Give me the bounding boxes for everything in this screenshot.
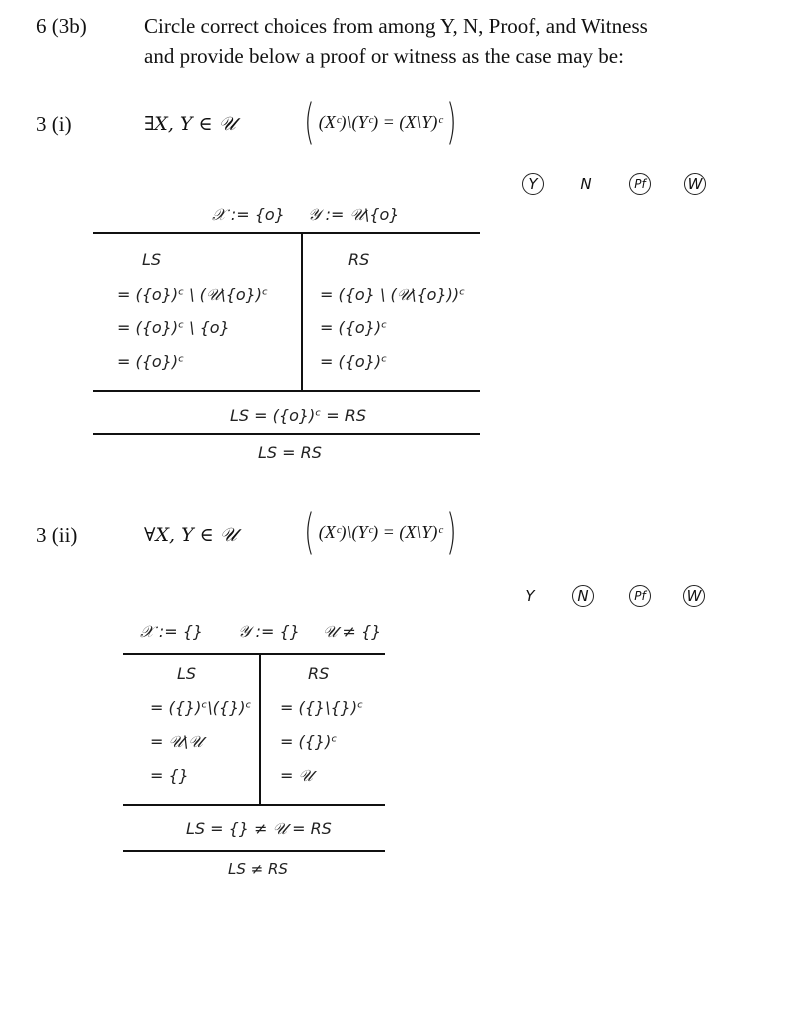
part-i-choice-pf[interactable]: Pf (627, 173, 653, 195)
part-ii-formula: ( (Xᶜ)\(Yᶜ) = (X\Y)ᶜ ) (304, 504, 457, 560)
part-i-rs-row: = ({o} \ (𝒰\{o}))ᶜ (320, 285, 466, 304)
part-i-rs-row: = ({o})ᶜ (320, 318, 388, 337)
part-ii-rs-row: = ({}\{})ᶜ (280, 698, 364, 717)
part-ii-ls-row: = {} (150, 766, 189, 785)
part-ii-label: 3 (ii) (36, 523, 78, 547)
part-ii-table-top-rule (123, 653, 385, 655)
part-ii-rs-header: RS (308, 664, 330, 683)
part-i-formula-text: (Xᶜ)\(Yᶜ) = (X\Y)ᶜ (318, 111, 443, 132)
part-i-table-mid-rule (93, 390, 480, 392)
part-i-ls-row: = ({o})ᶜ (117, 352, 185, 371)
part-i-rs-row: = ({o})ᶜ (320, 352, 388, 371)
part-ii-ls-header: LS (177, 664, 197, 683)
part-i-choice-y[interactable]: Y (520, 173, 546, 195)
part-i-quantifier: ∃X, Y ∈ 𝒰 (144, 113, 236, 135)
part-ii-table-mid-rule (123, 804, 385, 806)
part-ii-choice-w[interactable]: W (681, 585, 707, 607)
part-i-table-top-rule (93, 232, 480, 234)
part-ii-table-bottom-rule (123, 850, 385, 852)
part-i-table-divider (301, 233, 303, 391)
part-ii-ls-row: = ({})ᶜ\({})ᶜ (150, 698, 252, 717)
part-i-summary: LS = ({o})ᶜ = RS (230, 406, 367, 425)
part-ii-conclusion: LS ≠ RS (228, 860, 288, 878)
part-i-formula: ( (Xᶜ)\(Yᶜ) = (X\Y)ᶜ ) (304, 94, 457, 150)
part-ii-x-def: 𝒳 := {} (140, 622, 204, 641)
part-i-y-def: 𝒴 := 𝒰\{o} (308, 205, 400, 224)
part-ii-formula-text: (Xᶜ)\(Yᶜ) = (X\Y)ᶜ (318, 521, 443, 542)
part-i-table-bottom-rule (93, 433, 480, 435)
part-i-choice-w[interactable]: W (682, 173, 708, 195)
part-i-ls-row: = ({o})ᶜ \ {o} (117, 318, 230, 337)
question-number: 6 (3b) (36, 14, 87, 38)
part-ii-summary: LS = {} ≠ 𝒰 = RS (186, 819, 332, 838)
part-i-rs-header: RS (348, 250, 370, 269)
part-i-conclusion: LS = RS (258, 443, 322, 462)
part-i-ls-header: LS (142, 250, 162, 269)
part-i-ls-row: = ({o})ᶜ \ (𝒰\{o})ᶜ (117, 285, 268, 304)
part-ii-quantifier: ∀X, Y ∈ 𝒰 (144, 524, 237, 546)
part-ii-rs-row: = ({})ᶜ (280, 732, 338, 751)
part-i-label: 3 (i) (36, 112, 72, 136)
instruction-line-2: and provide below a proof or witness as the case may be: (144, 44, 624, 68)
part-ii-choice-y[interactable]: Y (525, 587, 535, 605)
part-ii-y-def: 𝒴 := {} (238, 622, 300, 641)
part-ii-table-divider (259, 654, 261, 805)
part-i-x-def: 𝒳 := {o} (212, 205, 285, 224)
instruction-line-1: Circle correct choices from among Y, N, Proof, and Witness (144, 14, 648, 38)
part-ii-rs-row: = 𝒰 (280, 766, 313, 785)
part-i-choice-n[interactable]: N (580, 175, 592, 193)
part-ii-ls-row: = 𝒰\𝒰 (150, 732, 203, 751)
part-ii-u-def: 𝒰 ≠ {} (323, 622, 382, 641)
part-ii-choice-pf[interactable]: Pf (627, 585, 653, 607)
part-ii-choice-n[interactable]: N (570, 585, 596, 607)
